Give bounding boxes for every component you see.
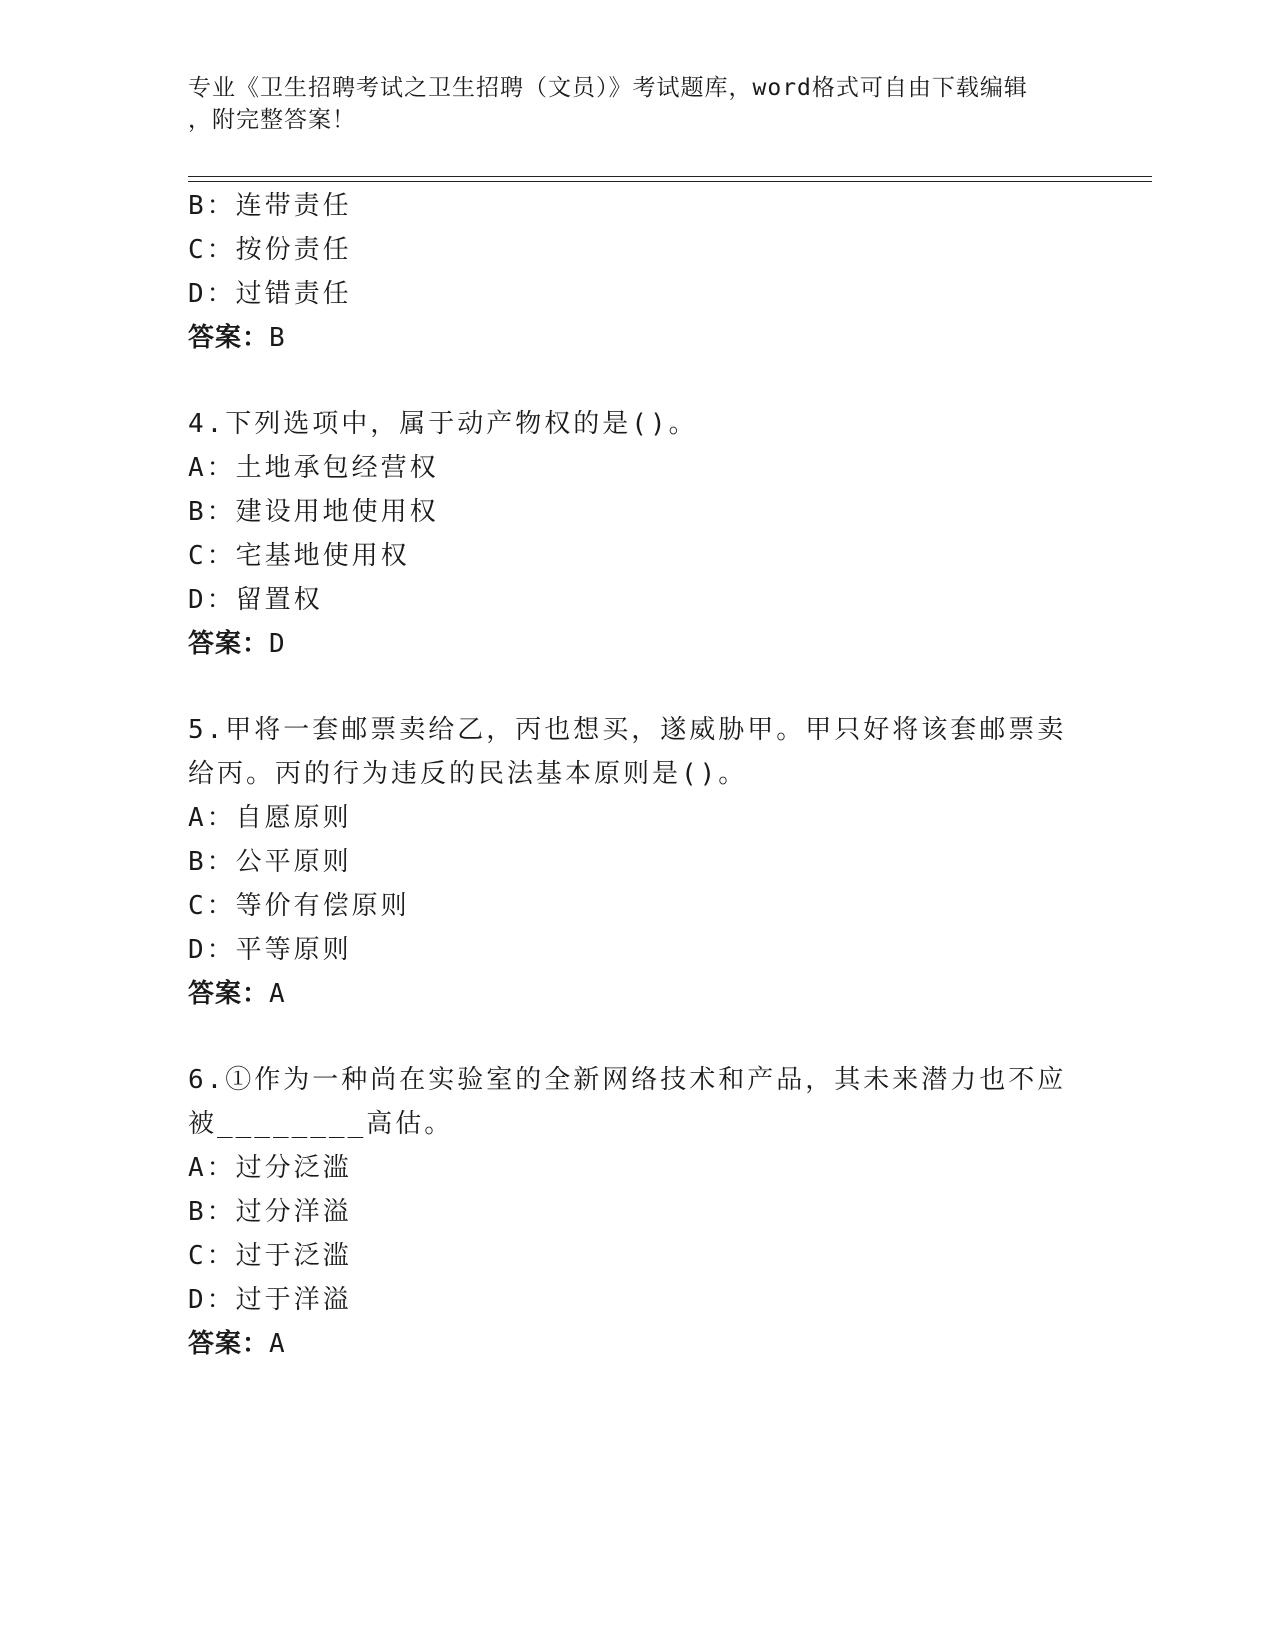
answer-value: D [269,629,286,659]
answer-label: 答案： [188,629,270,659]
q4-option-d: D：留置权 [188,585,323,615]
q5-option-b: B：公平原则 [188,847,352,877]
q6-stem-line2: 被________高估。 [188,1109,454,1139]
q6-answer [188,1328,286,1360]
q3-option-d: D：过错责任 [188,279,352,309]
q3-answer [188,322,286,354]
q5-stem-line2: 给丙。丙的行为违反的民法基本原则是()。 [188,759,748,789]
q5-option-c: C：等价有偿原则 [188,891,410,921]
q4-option-b: B：建设用地使用权 [188,497,439,527]
q5-option-a: A：自愿原则 [188,803,352,833]
q3-option-b: B：连带责任 [188,191,352,221]
q5-option-d: D：平等原则 [188,935,352,965]
document-header [188,72,1068,136]
header-title-continuation: ，附完整答案！ [188,107,356,133]
answer-value: A [269,979,286,1009]
q6-option-d: D：过于洋溢 [188,1285,352,1315]
answer-label: 答案： [188,979,270,1009]
answer-value: A [269,1329,286,1359]
answer-value: B [269,323,286,353]
answer-label: 答案： [188,1329,270,1359]
header-divider-bottom [188,181,1152,182]
q6-option-a: A：过分泛滥 [188,1153,352,1183]
q6-option-b: B：过分洋溢 [188,1197,352,1227]
q5-answer [188,978,286,1010]
q4-answer [188,628,286,660]
q4-option-c: C：宅基地使用权 [188,541,410,571]
header-divider-top [188,176,1152,177]
q5-stem-line1: 5.甲将一套邮票卖给乙，丙也想买，遂威胁甲。甲只好将该套邮票卖 [188,715,1067,745]
answer-label: 答案： [188,323,270,353]
header-title-line: 专业《卫生招聘考试之卫生招聘（文员）》考试题库，word格式可自由下载编辑 [188,75,1028,101]
q6-option-c: C：过于泛滥 [188,1241,352,1271]
q4-stem: 4.下列选项中，属于动产物权的是()。 [188,409,698,439]
q4-option-a: A：土地承包经营权 [188,453,439,483]
q3-option-c: C：按份责任 [188,235,352,265]
q6-stem-line1: 6.①作为一种尚在实验室的全新网络技术和产品，其未来潜力也不应 [188,1065,1067,1095]
